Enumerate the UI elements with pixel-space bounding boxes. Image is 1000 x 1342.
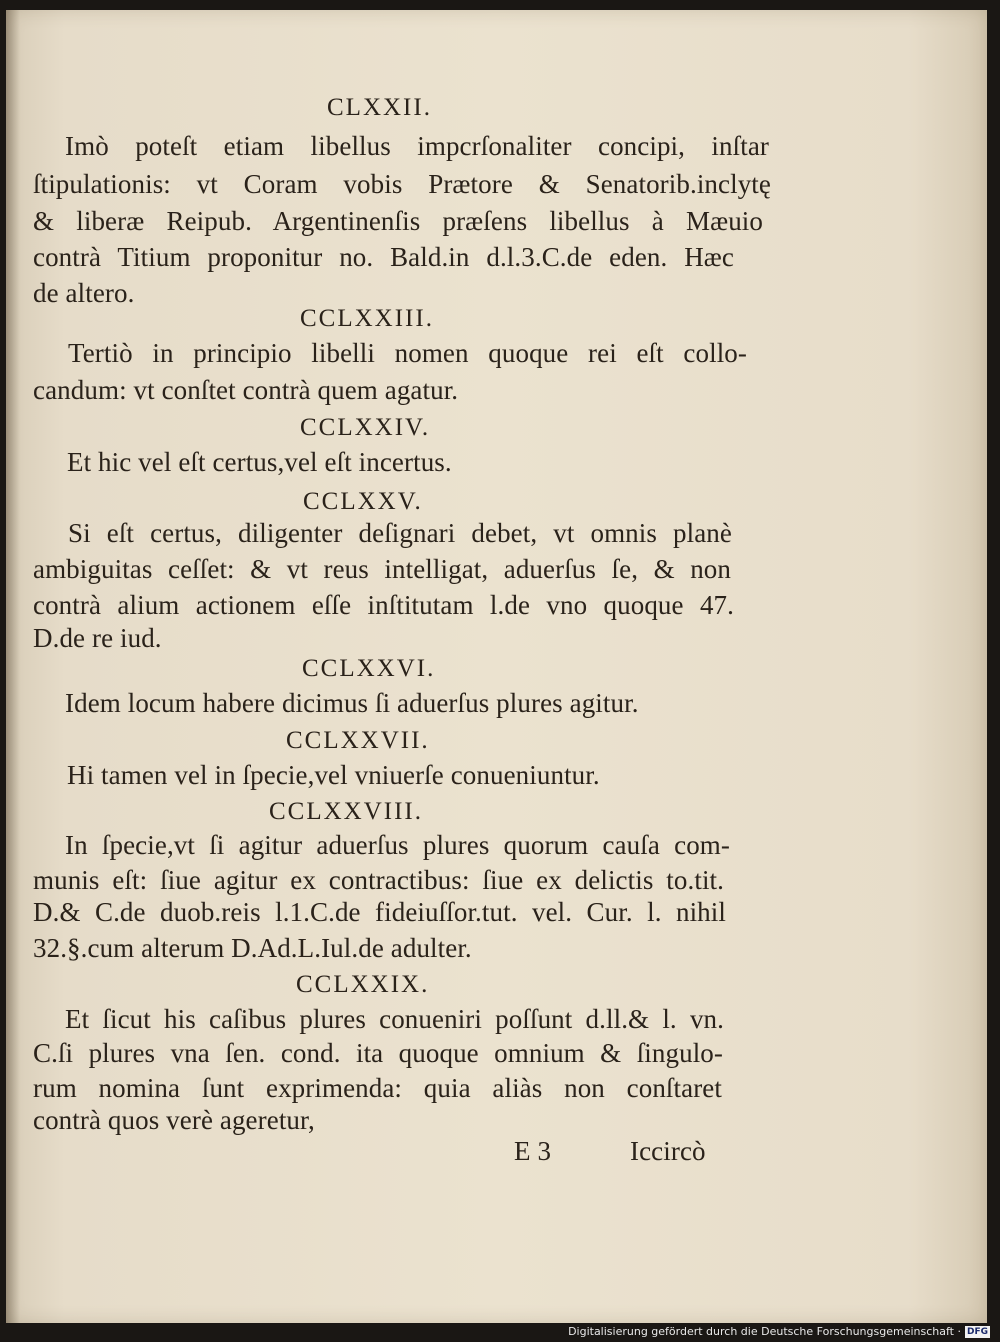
text-line: D.de re iud. [33, 623, 162, 653]
text-line: contrà quos verè ageretur, [33, 1105, 315, 1135]
text-line: ſtipulationis: vt Coram vobis Prætore & Senatorib.inclytę [33, 169, 771, 199]
text-line: C.ſi plures vna ſen. cond. ita quoque omnium & ſingulo- [33, 1038, 723, 1068]
text-line: Et ſicut his caſibus plures conueniri poſſunt d.ll.& l. vn. [65, 1004, 724, 1034]
section-heading: CCLXXVI. [302, 655, 436, 682]
text-line: 32.§.cum alterum D.Ad.L.Iul.de adulter. [33, 933, 472, 963]
text-line: Tertiò in principio libelli nomen quoque rei eſt collo- [68, 338, 747, 368]
text-line: contrà Titium proponitur no. Bald.in d.l.3.C.de eden. Hæc [33, 242, 734, 272]
text-line: In ſpecie,vt ſi agitur aduerſus plures quorum cauſa com- [65, 830, 730, 860]
section-heading: CCLXXIX. [296, 971, 430, 998]
page-text [6, 10, 987, 1323]
text-line: Imò poteſt etiam libellus impcrſonaliter concipi, inſtar [65, 131, 769, 161]
text-line: Si eſt certus, diligenter deſignari debet, vt omnis planè [68, 518, 732, 548]
credit-text: Digitalisierung gefördert durch die Deutsche Forschungsgemeinschaft · [568, 1325, 961, 1338]
text-line: Idem locum habere dicimus ſi aduerſus plures agitur. [65, 688, 639, 718]
section-heading: CCLXXVIII. [269, 798, 424, 825]
signature-mark: E 3 [514, 1136, 552, 1166]
text-line: munis eſt: ſiue agitur ex contractibus: ſiue ex delictis to.tit. [33, 865, 724, 895]
scanned-page [6, 10, 987, 1323]
section-heading: CCLXXV. [303, 488, 423, 515]
text-line: Et hic vel eſt certus,vel eſt incertus. [67, 447, 452, 477]
section-heading: CCLXXVII. [286, 727, 430, 754]
text-line: Hi tamen vel in ſpecie,vel vniuerſe conueniuntur. [67, 760, 600, 790]
text-line: rum nomina ſunt exprimenda: quia aliàs non conſtaret [33, 1073, 722, 1103]
section-heading: CLXXII. [327, 94, 432, 121]
section-heading: CCLXXIV. [300, 414, 431, 441]
digitization-credit [568, 1325, 990, 1338]
dfg-logo: DFG [966, 1326, 988, 1337]
section-heading: CCLXXIII. [300, 305, 434, 332]
text-line: candum: vt conſtet contrà quem agatur. [33, 375, 459, 405]
text-line: & liberæ Reipub. Argentinenſis præſens libellus à Mæuio [33, 206, 763, 236]
text-line: D.& C.de duob.reis l.1.C.de fideiuſſor.tut. vel. Cur. l. nihil [33, 897, 726, 927]
catchword: Iccircò [630, 1136, 706, 1166]
text-line: de altero. [33, 278, 135, 308]
text-line: contrà alium actionem eſſe inſtitutam l.de vno quoque 47. [33, 590, 734, 620]
text-line: ambiguitas ceſſet: & vt reus intelligat, aduerſus ſe, & non [33, 554, 731, 584]
